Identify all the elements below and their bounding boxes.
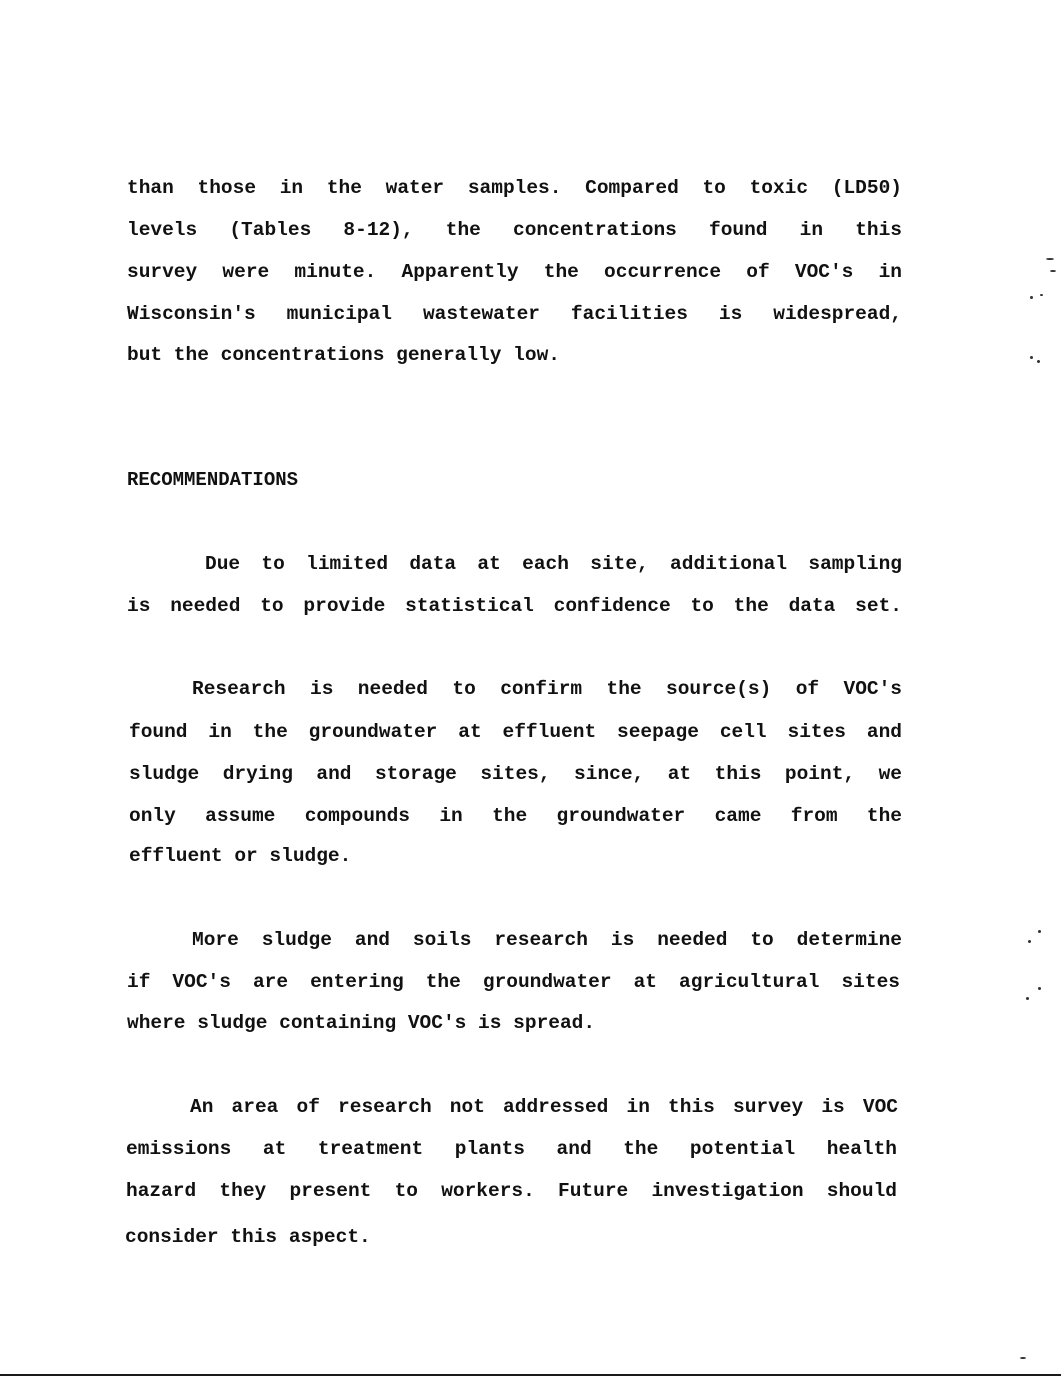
paragraph-4-line-1: More sludge and soils research is needed to determine	[192, 929, 902, 951]
paragraph-3-line-2: found in the groundwater at effluent seepage cell sites and	[129, 721, 902, 743]
paragraph-3-line-1: Research is needed to confirm the source(s) of VOC's	[192, 678, 902, 700]
scan-speck	[1040, 294, 1043, 296]
paragraph-1-line-5: but the concentrations generally low.	[127, 344, 560, 366]
page-bottom-edge	[0, 1374, 1061, 1376]
scan-speck	[1030, 356, 1033, 359]
scan-speck	[1050, 270, 1056, 272]
paragraph-4-line-3: where sludge containing VOC's is spread.	[127, 1012, 596, 1034]
paragraph-3-line-4: only assume compounds in the groundwater came from the	[129, 805, 902, 827]
paragraph-2-line-2: is needed to provide statistical confidence to the data set.	[127, 595, 902, 617]
paragraph-1-line-1: than those in the water samples. Compared to toxic (LD50)	[127, 177, 902, 199]
scan-speck	[1037, 360, 1040, 363]
paragraph-5-line-2: emissions at treatment plants and the potential health	[126, 1138, 897, 1160]
scan-speck	[1046, 258, 1054, 260]
paragraph-3-line-3: sludge drying and storage sites, since, at this point, we	[129, 763, 902, 785]
scan-speck	[1028, 940, 1031, 943]
paragraph-2-line-1: Due to limited data at each site, additional sampling	[205, 553, 902, 575]
scan-speck	[1038, 930, 1041, 933]
scan-speck	[1030, 296, 1033, 299]
paragraph-1-line-2: levels (Tables 8-12), the concentrations found in this	[127, 219, 902, 241]
scan-speck	[1038, 987, 1041, 990]
paragraph-1-line-3: survey were minute. Apparently the occurrence of VOC's in	[127, 261, 902, 283]
scan-speck	[1026, 997, 1029, 1000]
paragraph-5-line-1: An area of research not addressed in this survey is VOC	[190, 1096, 898, 1118]
paragraph-4-line-2: if VOC's are entering the groundwater at agricultural sites	[127, 971, 900, 993]
section-heading: RECOMMENDATIONS	[127, 469, 299, 491]
paragraph-5-line-4: consider this aspect.	[125, 1226, 371, 1248]
paragraph-3-line-5: effluent or sludge.	[129, 845, 352, 867]
paragraph-1-line-4: Wisconsin's municipal wastewater facilities is widespread,	[127, 303, 902, 325]
paragraph-5-line-3: hazard they present to workers. Future investigation should	[126, 1180, 897, 1202]
scan-speck	[1020, 1357, 1026, 1359]
